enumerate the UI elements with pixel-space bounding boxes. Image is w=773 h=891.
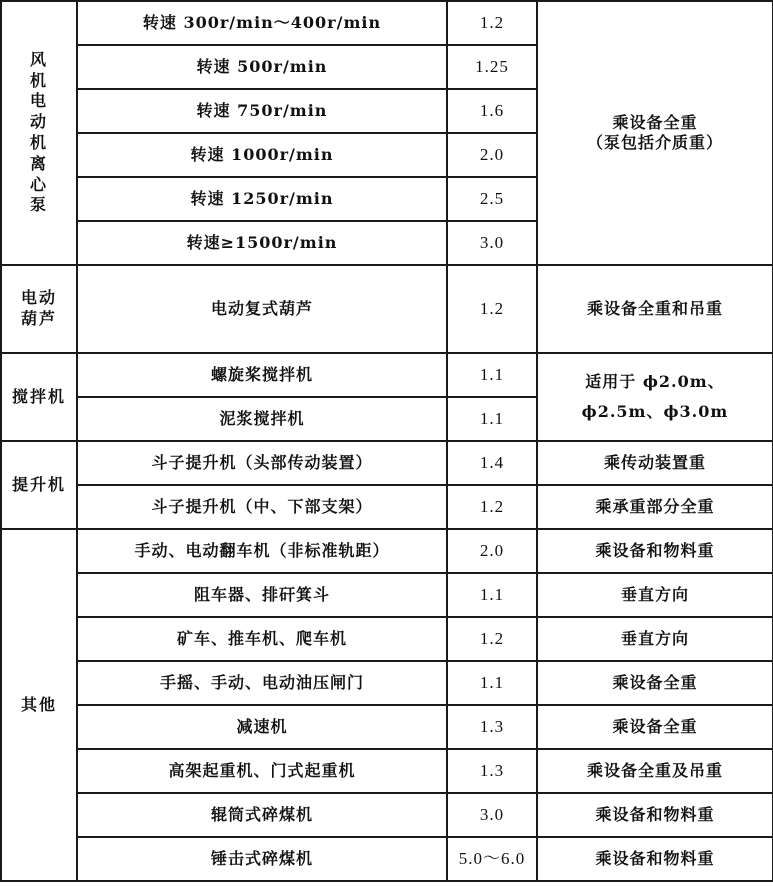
table-row [1,705,773,749]
note-cell: 乘设备全重和吊重 [537,265,773,353]
coefficient-value: 1.4 [447,441,537,485]
note-cell: 乘承重部分全重 [537,485,773,529]
coefficient-value: 1.3 [447,749,537,793]
table-row [1,529,773,573]
item-name: 转速 500r/min [77,45,447,89]
coefficient-value: 1.1 [447,353,537,397]
coefficient-value: 3.0 [447,221,537,265]
item-name: 转速 750r/min [77,89,447,133]
item-name: 斗子提升机（中、下部支架） [77,485,447,529]
coefficient-value: 2.0 [447,529,537,573]
note-cell: 乘设备和物料重 [537,837,773,881]
coefficient-value: 1.1 [447,573,537,617]
table-row [1,793,773,837]
note-cell: 乘设备全重及吊重 [537,749,773,793]
table-row [1,485,773,529]
category-label: 电动 葫芦 [20,288,57,328]
coefficient-value: 1.25 [447,45,537,89]
note-cell: 乘设备全重 [537,661,773,705]
table-row [1,617,773,661]
note-cell: 乘设备和物料重 [537,793,773,837]
category-fan-pump [1,1,77,265]
category-label: 风 机 电 动 机 离 心 泵 [29,49,48,215]
item-name: 转速 300r/min～400r/min [77,1,447,45]
item-name: 减速机 [77,705,447,749]
table-row [1,837,773,881]
table-row [1,573,773,617]
note-cell [537,1,773,265]
note-cell: 乘设备全重 [537,705,773,749]
item-name: 锤击式碎煤机 [77,837,447,881]
table-row [1,749,773,793]
note-cell: 乘设备和物料重 [537,529,773,573]
coefficient-value: 1.2 [447,617,537,661]
item-name: 斗子提升机（头部传动装置） [77,441,447,485]
note-cell: 垂直方向 [537,617,773,661]
coefficient-value: 1.3 [447,705,537,749]
coefficient-value: 1.2 [447,485,537,529]
item-name: 转速 1000r/min [77,133,447,177]
coefficient-value: 3.0 [447,793,537,837]
item-name: 手动、电动翻车机（非标准轨距） [77,529,447,573]
item-name: 阻车器、排矸箕斗 [77,573,447,617]
item-name: 转速≥1500r/min [77,221,447,265]
item-name: 螺旋桨搅拌机 [77,353,447,397]
table-row [1,265,773,353]
table-row [1,441,773,485]
item-name: 电动复式葫芦 [77,265,447,353]
table-row [1,353,773,397]
category-other: 其他 [1,529,77,881]
category-mixer: 搅拌机 [1,353,77,441]
coefficient-value: 1.1 [447,661,537,705]
coefficient-value: 2.5 [447,177,537,221]
note-text: 适用于 ϕ2.0m、 ϕ2.5m、ϕ3.0m [581,371,729,421]
coefficient-value: 5.0～6.0 [447,837,537,881]
note-text: 乘设备全重 （泵包括介质重） [586,113,723,152]
coefficient-value: 1.1 [447,397,537,441]
item-name: 矿车、推车机、爬车机 [77,617,447,661]
item-name: 泥浆搅拌机 [77,397,447,441]
note-cell [537,353,773,441]
note-cell: 垂直方向 [537,573,773,617]
category-hoist [1,265,77,353]
item-name: 辊筒式碎煤机 [77,793,447,837]
category-elevator: 提升机 [1,441,77,529]
table-row [1,661,773,705]
coefficient-value: 1.2 [447,1,537,45]
item-name: 转速 1250r/min [77,177,447,221]
item-name: 高架起重机、门式起重机 [77,749,447,793]
item-name: 手摇、手动、电动油压闸门 [77,661,447,705]
coefficient-value: 2.0 [447,133,537,177]
note-cell: 乘传动装置重 [537,441,773,485]
table-row [1,1,773,45]
coefficient-value: 1.6 [447,89,537,133]
coefficient-value: 1.2 [447,265,537,353]
